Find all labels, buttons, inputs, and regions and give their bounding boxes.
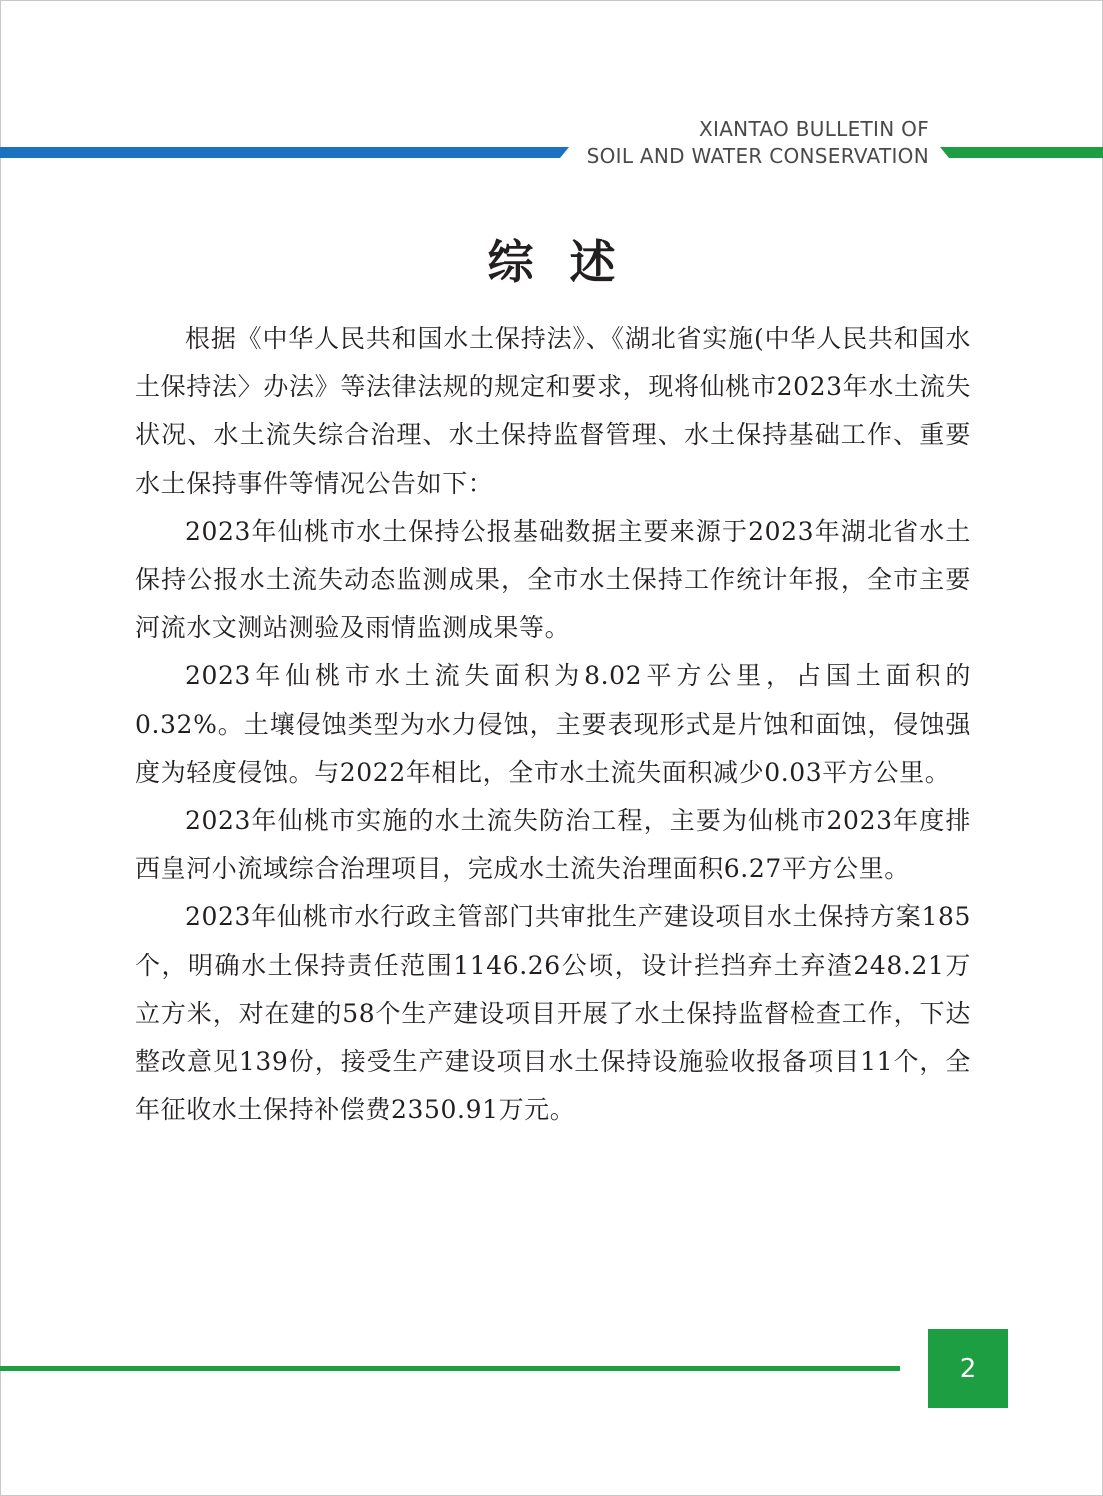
header-green-bar — [940, 147, 1103, 158]
footer-green-line — [0, 1366, 900, 1371]
paragraph: 2023年仙桃市水行政主管部门共审批生产建设项目水土保持方案185个，明确水土保持责任范围1146.26公顷，设计拦挡弃土弃渣248.21万立方米，对在建的58个生产建设项目开展了水土保持监督检查工作，下达整改意见139份，接受生产建设项目水土保持设施验收报备项目11个，全年征收水土保持补偿费2350.91万元。 — [135, 902, 971, 1125]
body-text — [135, 315, 971, 1134]
paragraph: 2023年仙桃市实施的水土流失防治工程，主要为仙桃市2023年度排西皇河小流域综合治理项目，完成水土流失治理面积6.27平方公里。 — [135, 806, 971, 884]
header-line-2: SOIL AND WATER CONSERVATION — [586, 144, 929, 168]
header-line-1: XIANTAO BULLETIN OF — [699, 117, 929, 141]
bulletin-header — [587, 116, 929, 170]
header-blue-bar — [0, 147, 569, 158]
page-number: 2 — [959, 1353, 977, 1384]
paragraph: 根据《中华人民共和国水土保持法》、《湖北省实施(中华人民共和国水土保持法〉办法》等法律法规的规定和要求，现将仙桃市2023年水土流失状况、水土流失综合治理、水土保持监督管理、水土保持基础工作、重要水土保持事件等情况公告如下： — [135, 324, 971, 498]
page-number-box — [928, 1329, 1008, 1408]
paragraph: 2023年仙桃市水土流失面积为8.02平方公里，占国土面积的0.32%。土壤侵蚀类型为水力侵蚀，主要表现形式是片蚀和面蚀，侵蚀强度为轻度侵蚀。与2022年相比，全市水土流失面积减少0.03平方公里。 — [135, 661, 971, 787]
page-title: 综述 — [487, 235, 652, 289]
paragraph: 2023年仙桃市水土保持公报基础数据主要来源于2023年湖北省水土保持公报水土流失动态监测成果，全市水土保持工作统计年报，全市主要河流水文测站测验及雨情监测成果等。 — [135, 516, 971, 643]
